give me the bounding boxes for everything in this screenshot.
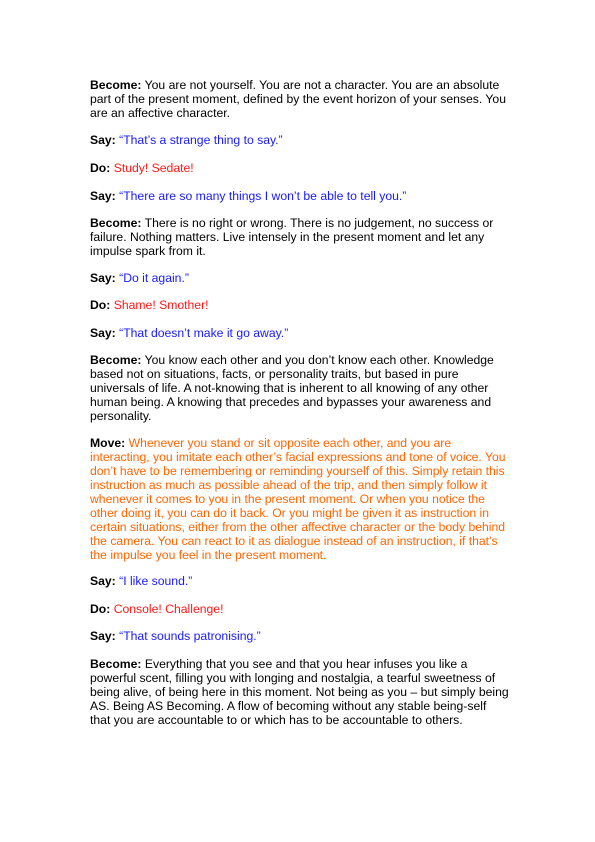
say-line-3 (90, 271, 510, 285)
say-label: Say: (90, 574, 116, 588)
become-paragraph-2 (90, 216, 510, 258)
become-text-line: part of the present moment, defined by the event horizon of your senses. You (90, 92, 506, 106)
become-label: Become: (90, 78, 142, 92)
move-text-line: don’t have to be remembering or reminding yourself of this. Simply retain this (90, 464, 505, 478)
do-line-1 (90, 161, 510, 175)
become-label: Become: (90, 353, 142, 367)
move-text-line: certain situations, either from the other affective character or the body behind (90, 520, 506, 534)
become-text-line: based not on situations, facts, or personality traits, but based in pure (90, 367, 459, 381)
move-text-line: instruction as much as possible ahead of the trip, and then simply follow it (90, 478, 487, 492)
do-text: Study! Sedate! (110, 161, 194, 175)
move-label: Move: (90, 436, 126, 450)
become-text-line: AS. Being AS Becoming. A flow of becoming without any stable being-self (90, 699, 487, 713)
do-label: Do: (90, 298, 111, 312)
become-text-line: Everything that you see and that you hear infuses you like a (141, 657, 468, 671)
do-label: Do: (90, 161, 111, 175)
move-text-line: the impulse you feel in the present moment. (90, 548, 327, 562)
say-text: “That doesn’t make it go away.” (115, 326, 289, 340)
say-line-2 (90, 189, 510, 203)
say-label: Say: (90, 629, 116, 643)
say-line-5 (90, 574, 510, 588)
become-text-line: failure. Nothing matters. Live intensely in the present moment and let any (90, 230, 485, 244)
become-text-line: universals of life. A not-knowing that is inherent to all knowing of any other (90, 381, 489, 395)
move-text-line: whenever it comes to you in the present moment. Or when you notice the (90, 492, 485, 506)
become-text-line: being alive, of being here in this moment. Not being as you – but simply being (90, 685, 509, 699)
say-text: “I like sound.” (115, 574, 193, 588)
become-text-line: are an affective character. (90, 106, 231, 120)
do-text: Shame! Smother! (110, 298, 209, 312)
become-label: Become: (90, 216, 142, 230)
become-text-line: There is no right or wrong. There is no judgement, no success or (141, 216, 494, 230)
move-text-line: interacting, you imitate each other’s facial expressions and tone of voice. You (90, 450, 506, 464)
become-text-line: human being. A knowing that precedes and bypasses your awareness and (90, 395, 492, 409)
do-text: Console! Challenge! (110, 602, 224, 616)
become-text-line: powerful scent, filling you with longing and nostalgia, a tearful sweetness of (90, 671, 496, 685)
move-text-line: the camera. You can react to it as dialogue instead of an instruction, if that’s (90, 534, 498, 548)
become-paragraph-4 (90, 657, 510, 727)
say-label: Say: (90, 189, 116, 203)
move-text-line: other doing it, you can do it back. Or you might be given it as instruction in (90, 506, 490, 520)
say-label: Say: (90, 271, 116, 285)
say-line-6 (90, 629, 510, 643)
become-text-line: personality. (90, 409, 152, 423)
say-label: Say: (90, 133, 116, 147)
say-text: “That sounds patronising.” (115, 629, 261, 643)
become-paragraph-3 (90, 353, 510, 423)
become-label: Become: (90, 657, 142, 671)
do-line-3 (90, 602, 510, 616)
become-text-line: that you are accountable to or which has to be accountable to others. (90, 713, 463, 727)
move-text-line: Whenever you stand or sit opposite each other, and you are (125, 436, 452, 450)
become-text-line: You know each other and you don’t know each other. Knowledge (141, 353, 494, 367)
say-line-1 (90, 133, 510, 147)
say-text: “There are so many things I won’t be able to tell you.” (115, 189, 407, 203)
become-paragraph-1 (90, 78, 510, 120)
do-label: Do: (90, 602, 111, 616)
say-text: “Do it again.” (115, 271, 189, 285)
say-line-4 (90, 326, 510, 340)
move-paragraph (90, 436, 510, 562)
do-line-2 (90, 298, 510, 312)
say-text: “That’s a strange thing to say.” (115, 133, 283, 147)
become-text-line: You are not yourself. You are not a character. You are an absolute (141, 78, 500, 92)
become-text-line: impulse spark from it. (90, 244, 206, 258)
say-label: Say: (90, 326, 116, 340)
